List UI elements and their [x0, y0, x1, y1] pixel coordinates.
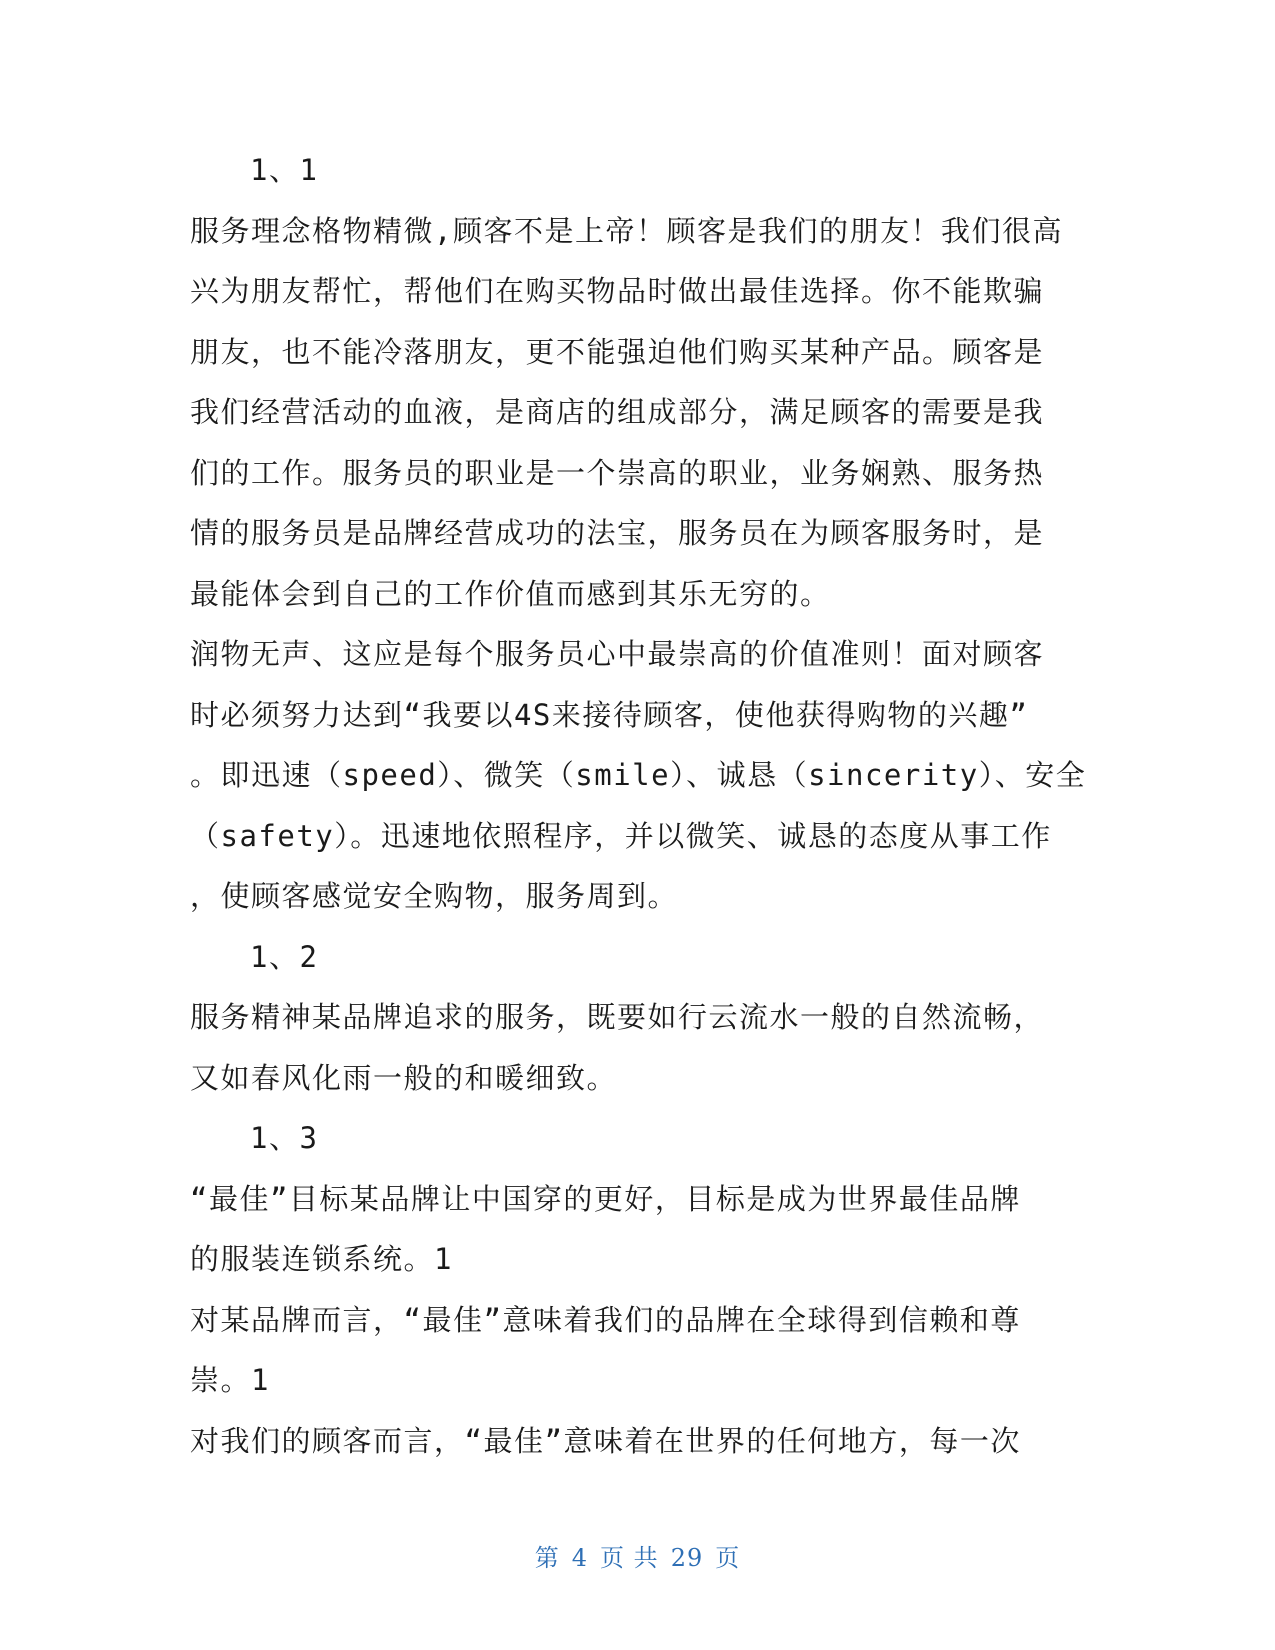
- paragraph-line: 润物无声、这应是每个服务员心中最崇高的价值准则！面对顾客: [190, 637, 1045, 671]
- paragraph-line: 对某品牌而言，“最佳”意味着我们的品牌在全球得到信赖和尊: [190, 1302, 1021, 1337]
- paragraph-line: 服务理念格物精微,顾客不是上帝！顾客是我们的朋友！我们很高: [190, 213, 1063, 248]
- page-label-prefix: 第: [534, 1544, 560, 1572]
- paragraph-line: （safety）。迅速地依照程序，并以微笑、诚恳的态度从事工作: [190, 818, 1052, 853]
- paragraph-line: 崇。1: [190, 1363, 270, 1397]
- paragraph-line: 对我们的顾客而言，“最佳”意味着在世界的任何地方，每一次: [190, 1423, 1021, 1458]
- section-heading: 1、1: [250, 153, 319, 187]
- document-body: [190, 140, 1090, 1471]
- paragraph-line: 又如春风化雨一般的和暖细致。: [190, 1060, 618, 1095]
- paragraph-line: 服务精神某品牌追求的服务，既要如行云流水一般的自然流畅，: [190, 1000, 1045, 1034]
- paragraph-line: 的服装连锁系统。1: [190, 1242, 453, 1276]
- paragraph-line: 最能体会到自己的工作价值而感到其乐无穷的。: [190, 576, 831, 611]
- page-footer: [0, 1538, 1275, 1573]
- paragraph-line: 兴为朋友帮忙，帮他们在购买物品时做出最佳选择。你不能欺骗: [190, 274, 1045, 308]
- paragraph-line: 们的工作。服务员的职业是一个崇高的职业，业务娴熟、服务热: [190, 455, 1045, 490]
- paragraph-line: 朋友，也不能冷落朋友，更不能强迫他们购买某种产品。顾客是: [190, 334, 1045, 369]
- paragraph-line: 时必须努力达到“我要以4S来接待顾客，使他获得购物的兴趣”: [190, 697, 1029, 732]
- page-total: 29: [670, 1544, 704, 1572]
- page-number: 4: [571, 1544, 589, 1572]
- paragraph-line: 我们经营活动的血液，是商店的组成部分，满足顾客的需要是我: [190, 395, 1045, 429]
- section-heading: 1、2: [250, 939, 319, 974]
- paragraph-line: 情的服务员是品牌经营成功的法宝，服务员在为顾客服务时，是: [190, 516, 1045, 550]
- page-label-middle: 页 共: [600, 1544, 659, 1572]
- paragraph-line: “最佳”目标某品牌让中国穿的更好，目标是成为世界最佳品牌: [190, 1181, 1021, 1216]
- paragraph-line: 。即迅速（speed）、微笑（smile）、诚恳（sincerity）、安全: [190, 758, 1087, 792]
- paragraph-line: ，使顾客感觉安全购物，服务周到。: [190, 879, 679, 913]
- section-heading: 1、3: [250, 1121, 319, 1155]
- page-label-suffix: 页: [715, 1544, 741, 1572]
